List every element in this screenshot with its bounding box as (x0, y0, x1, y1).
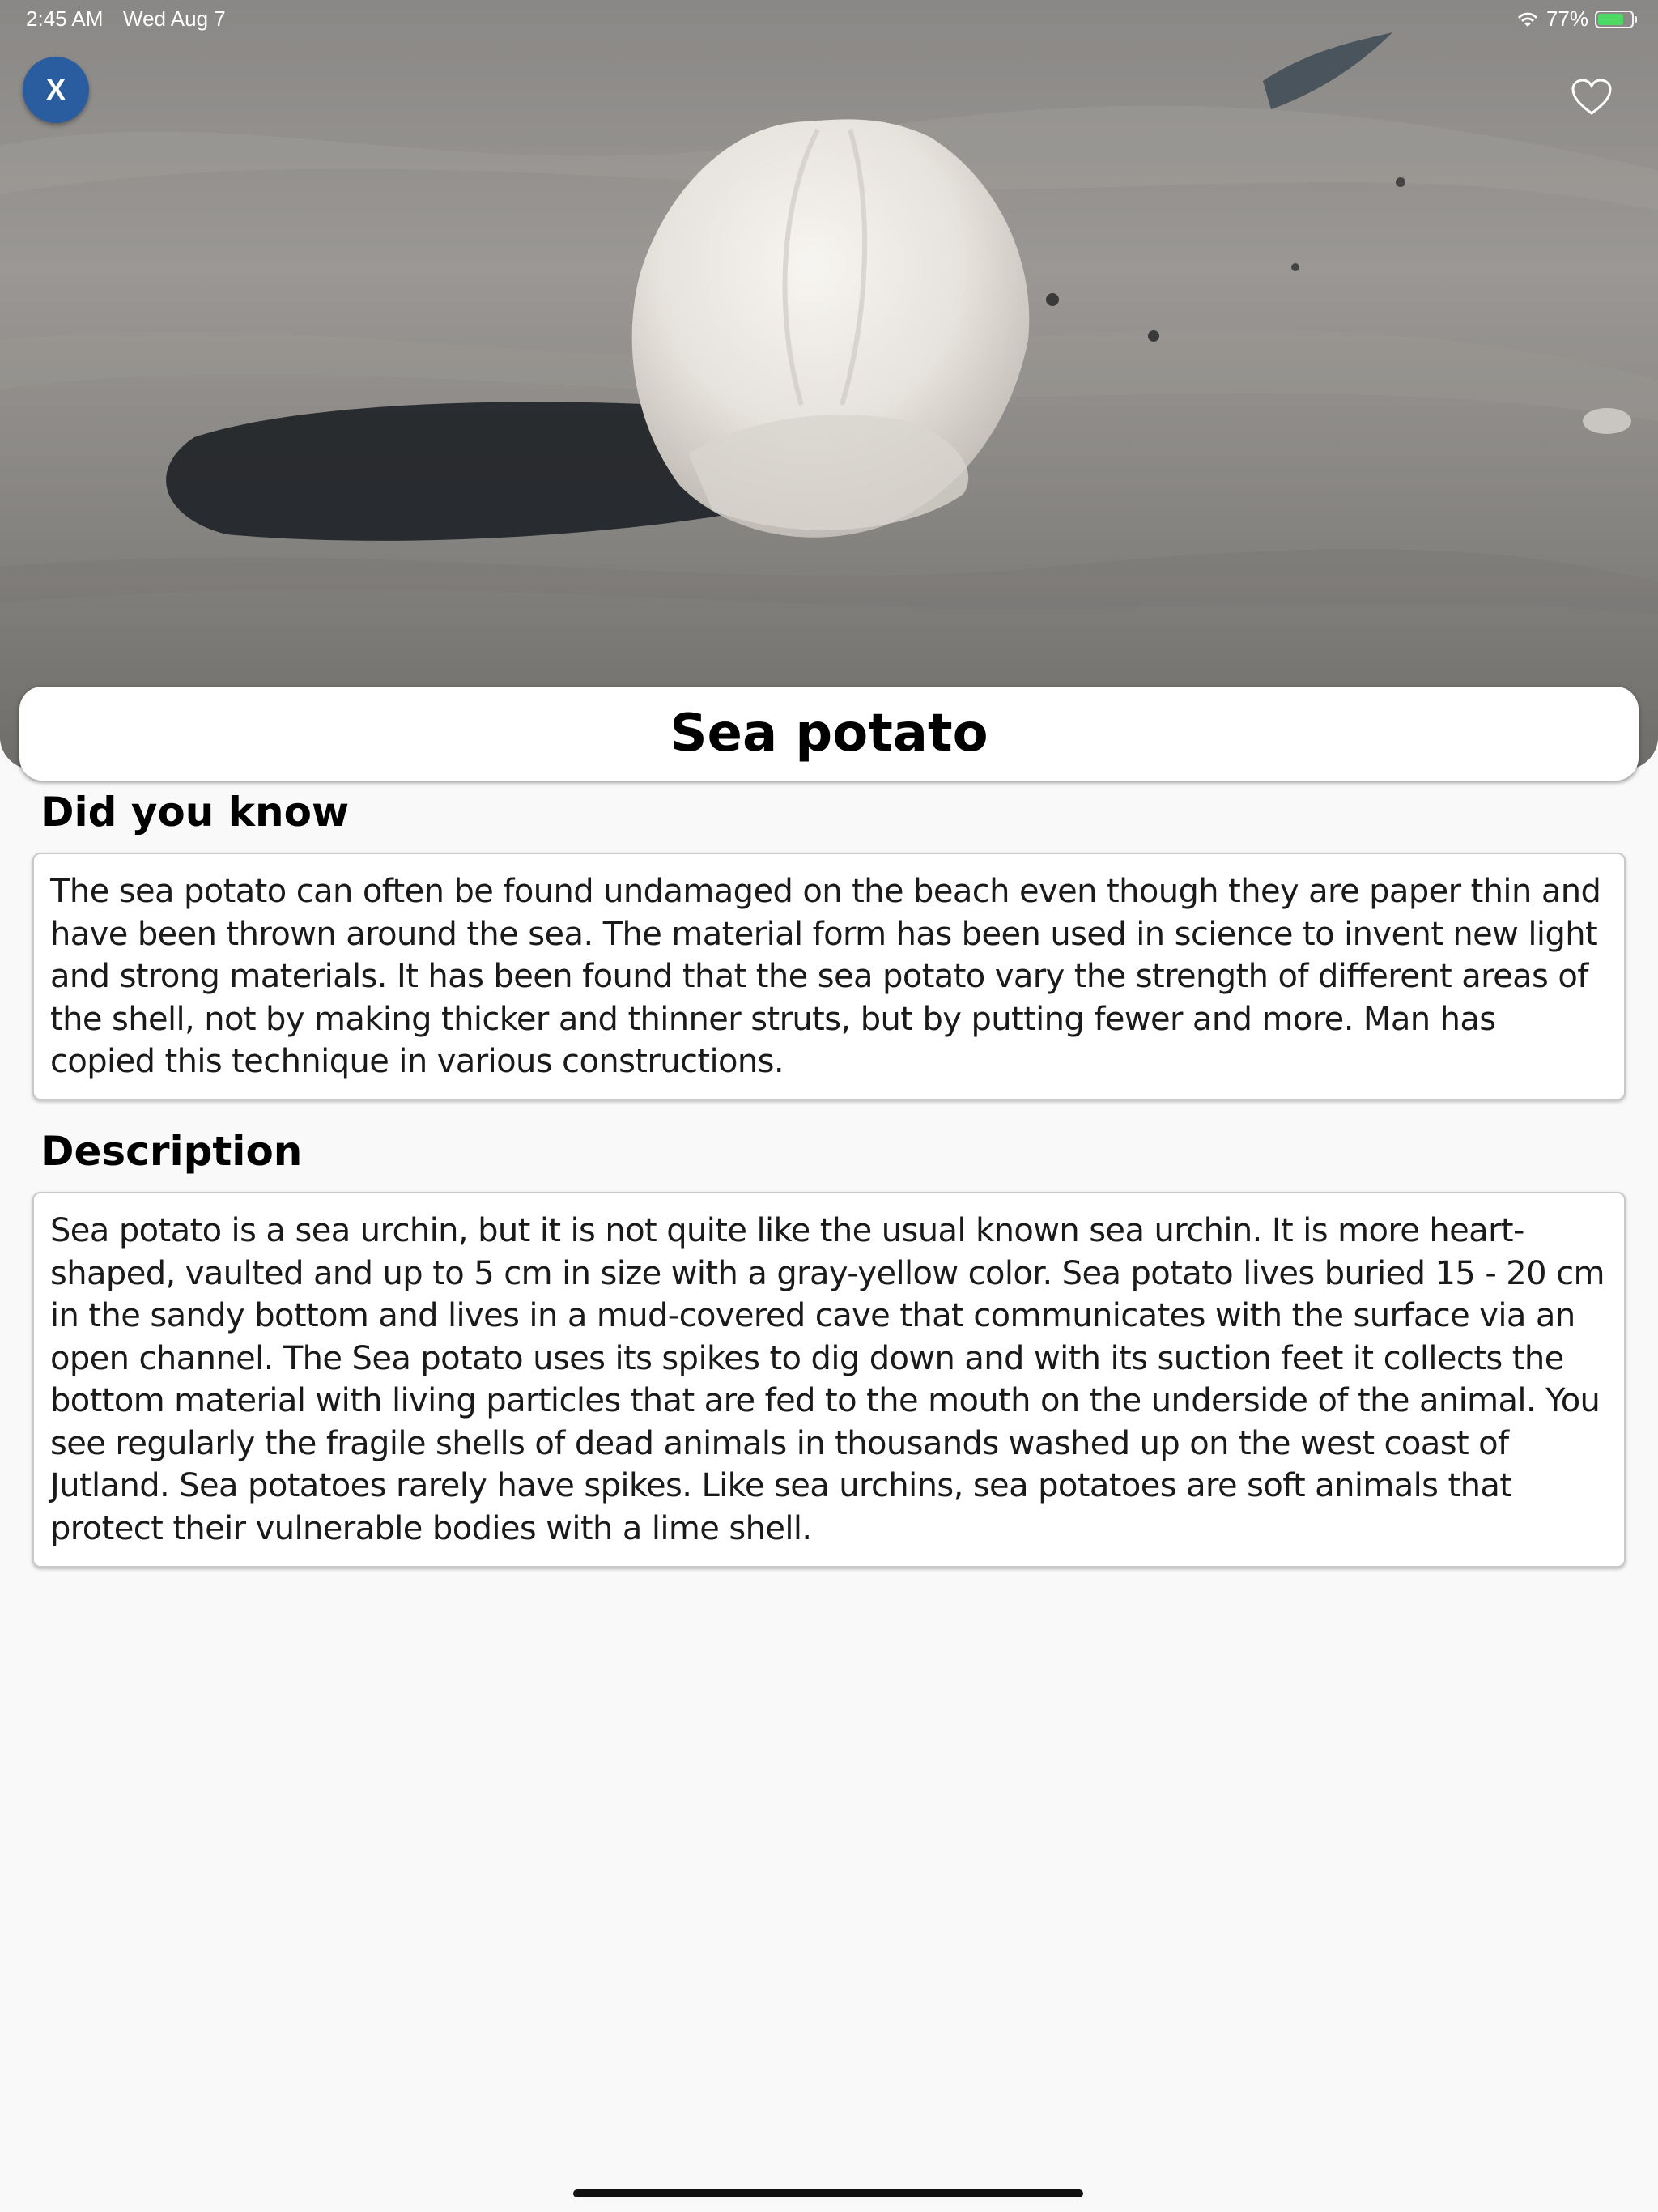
sea-potato-photo (0, 0, 1658, 769)
did-you-know-heading: Did you know (40, 789, 350, 836)
battery-charging-icon (1595, 11, 1634, 28)
description-box (32, 1192, 1626, 1568)
status-date: Wed Aug 7 (123, 6, 226, 31)
status-time: 2:45 AM (26, 6, 104, 31)
did-you-know-box (32, 853, 1626, 1100)
heart-outline-icon[interactable] (1571, 78, 1613, 117)
status-bar (0, 0, 1658, 39)
did-you-know-text: The sea potato can often be found undamaged on the beach even though they are paper thin and have been thrown around the sea. The material form has been used in science to invent new light and strong materials. It has been found that the sea potato vary the strength of different areas of the shell, not by making thicker and thinner struts, but by putting fewer and more. Man has copied this technique in various constructions. (50, 873, 1601, 1080)
page-title: Sea potato (670, 704, 988, 764)
close-button[interactable] (23, 57, 89, 123)
status-right (1516, 6, 1634, 32)
home-indicator[interactable] (573, 2189, 1083, 2197)
description-heading: Description (40, 1128, 303, 1175)
battery-level (1598, 14, 1623, 25)
close-label: X (45, 73, 66, 106)
battery-tip (1635, 16, 1637, 23)
description-text: Sea potato is a sea urchin, but it is not quite like the usual known sea urchin. It is more heart-shaped, vaulted and up to 5 cm in size with a gray-yellow color. Sea potato lives buried 15 - 20 cm in the sandy bottom and lives in a mud-covered cave that communicates with the surface via an open channel. The Sea potato uses its spikes to dig down and with its suction feet it collects the bottom material with living particles that are fed to the mouth on the underside of the animal. You see regularly the fragile shells of dead animals in thousands washed up on the west coast of Jutland. Sea potatoes rarely have spikes. Like sea urchins, sea potatoes are soft animals that protect their vulnerable bodies with a lime shell. (50, 1212, 1605, 1547)
battery-percent: 77% (1545, 6, 1588, 31)
wifi-icon (1516, 10, 1540, 29)
hero-image (0, 0, 1658, 769)
title-card (19, 687, 1639, 781)
